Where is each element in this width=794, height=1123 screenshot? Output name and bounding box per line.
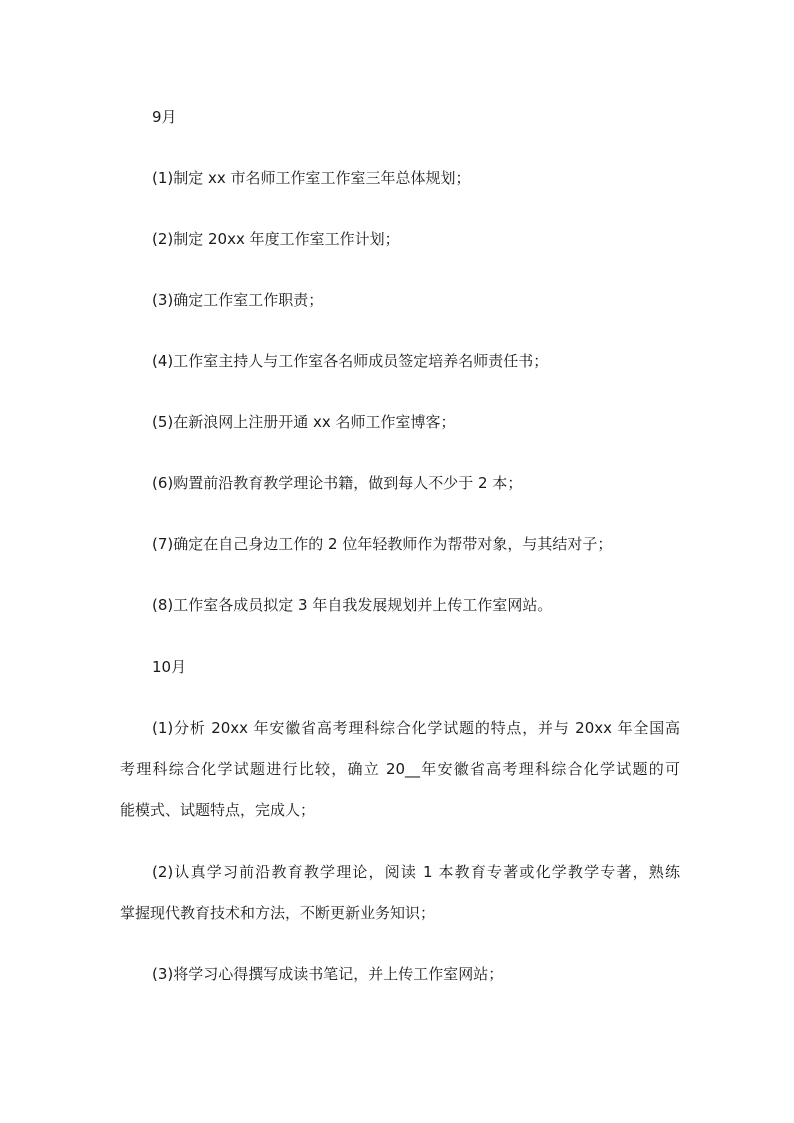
list-item: (5)在新浪网上注册开通 xx 名师工作室博客； (152, 413, 456, 431)
paragraph-line: 掌握现代教育技术和方法，不断更新业务知识； (120, 904, 436, 922)
list-item: (8)工作室各成员拟定 3 年自我发展规划并上传工作室网站。 (152, 596, 553, 614)
list-item: (1)制定 xx 市名师工作室工作室三年总体规划； (152, 169, 471, 187)
section-heading-october: 10月 (152, 658, 187, 676)
paragraph-line: (1)分析 20xx 年安徽省高考理科综合化学试题的特点，并与 20xx 年全国高 (152, 719, 680, 737)
paragraph-line: (3)将学习心得撰写成读书笔记，并上传工作室网站； (152, 965, 504, 983)
paragraph-line: 考理科综合化学试题进行比较，确立 20__年安徽省高考理科综合化学试题的可 (120, 760, 680, 778)
list-item: (7)确定在自己身边工作的 2 位年轻教师作为帮带对象，与其结对子； (152, 535, 613, 553)
list-item: (3)确定工作室工作职责； (152, 291, 324, 309)
list-item: (4)工作室主持人与工作室各名师成员签定培养名师责任书； (152, 352, 549, 370)
section-heading-september: 9月 (152, 108, 177, 126)
list-item: (2)制定 20xx 年度工作室工作计划； (152, 230, 400, 248)
paragraph-line: 能模式、试题特点，完成人； (120, 801, 316, 819)
paragraph-line: (2)认真学习前沿教育教学理论，阅读 1 本教育专著或化学教学专著，熟练 (152, 863, 680, 881)
list-item: (6)购置前沿教育教学理论书籍，做到每人不少于 2 本； (152, 474, 523, 492)
